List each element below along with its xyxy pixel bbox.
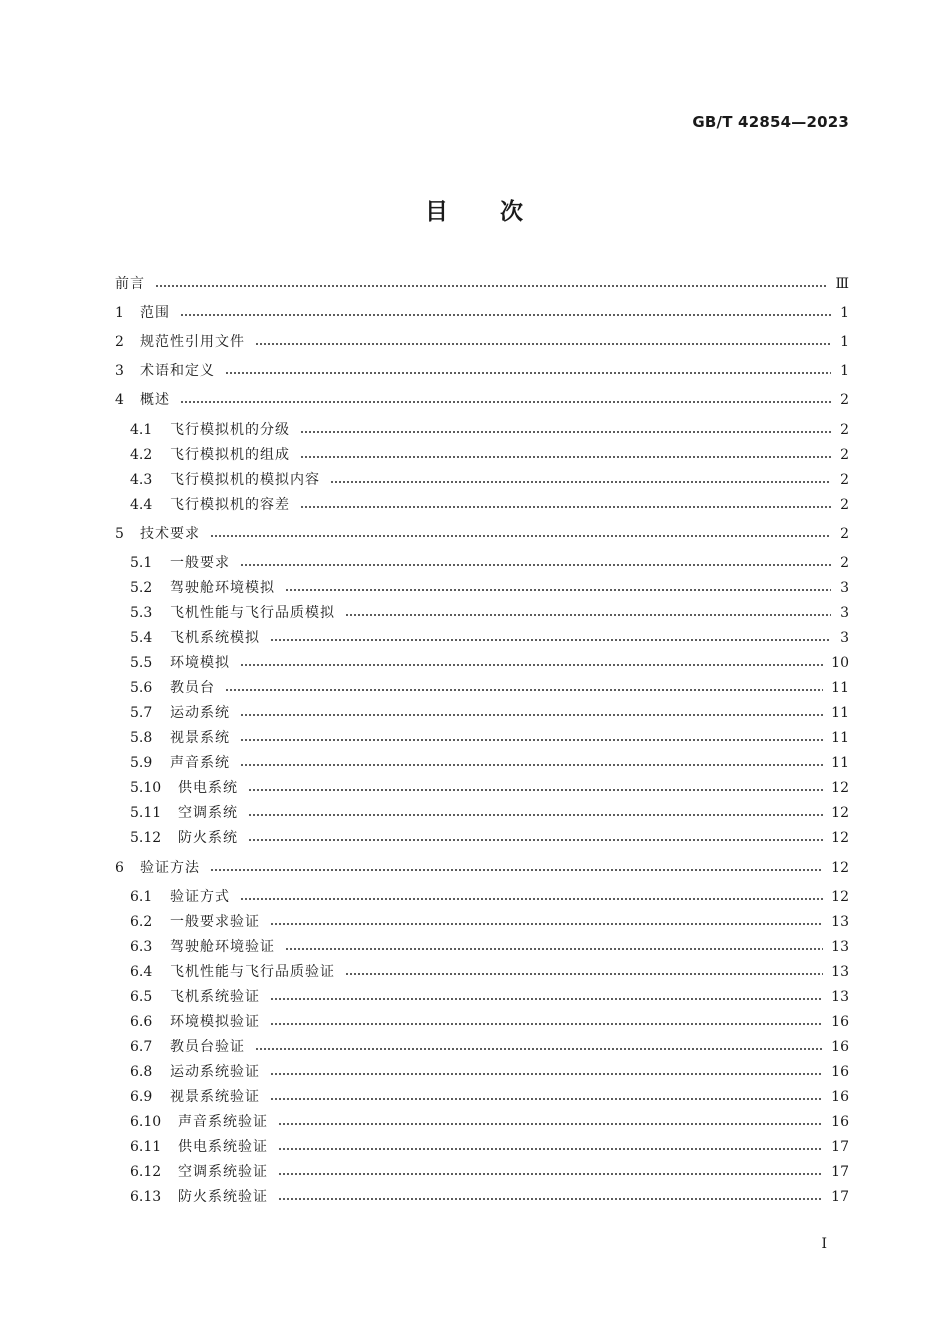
toc-entry-page: 13 xyxy=(831,939,849,955)
toc-entry-label: 教员台验证 xyxy=(170,1039,245,1055)
toc-entry-label: 前言 xyxy=(115,276,145,292)
toc-entry[interactable] xyxy=(130,986,849,1008)
dot-leader xyxy=(300,506,831,508)
toc-entry-page: 11 xyxy=(831,705,849,721)
toc-entry[interactable] xyxy=(130,444,849,466)
standard-code: GB/T 42854—2023 xyxy=(692,113,849,131)
toc-entry-label: 教员台 xyxy=(170,680,215,696)
toc-entry-number: 1 xyxy=(115,305,124,321)
toc-entry[interactable] xyxy=(130,419,849,441)
dot-leader xyxy=(270,1098,823,1100)
dot-leader xyxy=(278,1148,823,1150)
dot-leader xyxy=(278,1123,823,1125)
toc-entry-page: 13 xyxy=(831,964,849,980)
toc-entry[interactable] xyxy=(130,752,849,774)
dot-leader xyxy=(210,535,831,537)
dot-leader xyxy=(300,431,831,433)
toc-entry-page: 1 xyxy=(840,334,849,350)
toc-entry-number: 5.1 xyxy=(130,555,153,571)
toc-entry-page: 13 xyxy=(831,914,849,930)
toc-entry-label: 飞机系统验证 xyxy=(170,989,260,1005)
toc-entry-label: 防火系统验证 xyxy=(178,1189,268,1205)
dot-leader xyxy=(278,1198,823,1200)
toc-entry-page: 2 xyxy=(840,422,849,438)
toc-entry[interactable] xyxy=(130,552,849,574)
dot-leader xyxy=(255,1048,823,1050)
toc-title-part2: 次 xyxy=(500,199,525,225)
toc-entry[interactable] xyxy=(115,273,849,295)
toc-entry-label: 供电系统 xyxy=(178,780,238,796)
toc-entry-number: 6.2 xyxy=(130,914,153,930)
toc-entry-label: 驾驶舱环境模拟 xyxy=(170,580,275,596)
toc-entry-label: 验证方式 xyxy=(170,889,230,905)
toc-entry[interactable] xyxy=(130,677,849,699)
toc-entry-page: 16 xyxy=(831,1114,849,1130)
toc-entry[interactable] xyxy=(130,777,849,799)
toc-entry[interactable] xyxy=(130,1086,849,1108)
toc-entry-page: 3 xyxy=(840,605,849,621)
toc-entry-page: 12 xyxy=(831,830,849,846)
toc-entry[interactable] xyxy=(115,331,849,353)
toc-entry-page: 2 xyxy=(840,555,849,571)
toc-entry-label: 验证方法 xyxy=(140,860,200,876)
toc-entry-number: 4.1 xyxy=(130,422,153,438)
toc-entry-label: 飞行模拟机的组成 xyxy=(170,447,290,463)
toc-entry-number: 5.6 xyxy=(130,680,153,696)
toc-entry[interactable] xyxy=(115,302,849,324)
toc-entry-number: 6.1 xyxy=(130,889,153,905)
toc-entry-label: 飞机性能与飞行品质验证 xyxy=(170,964,335,980)
toc-entry-page: 16 xyxy=(831,1064,849,1080)
toc-entry[interactable] xyxy=(130,1136,849,1158)
toc-entry[interactable] xyxy=(130,1161,849,1183)
toc-entry-number: 6.9 xyxy=(130,1089,153,1105)
toc-entry-label: 防火系统 xyxy=(178,830,238,846)
dot-leader xyxy=(345,973,823,975)
dot-leader xyxy=(248,814,823,816)
toc-entry[interactable] xyxy=(130,1011,849,1033)
toc-entry[interactable] xyxy=(130,494,849,516)
dot-leader xyxy=(330,481,831,483)
dot-leader xyxy=(300,456,831,458)
toc-entry-label: 视景系统 xyxy=(170,730,230,746)
toc-entry[interactable] xyxy=(115,389,849,411)
toc-entry[interactable] xyxy=(130,961,849,983)
toc-entry[interactable] xyxy=(130,1061,849,1083)
page-number: I xyxy=(821,1236,827,1252)
toc-entry-label: 一般要求验证 xyxy=(170,914,260,930)
toc-entry[interactable] xyxy=(130,727,849,749)
dot-leader xyxy=(248,839,823,841)
toc-entry-number: 6 xyxy=(115,860,124,876)
toc-entry-label: 术语和定义 xyxy=(140,363,215,379)
toc-entry[interactable] xyxy=(130,577,849,599)
toc-entry-page: 11 xyxy=(831,680,849,696)
toc-entry-number: 6.3 xyxy=(130,939,153,955)
toc-entry[interactable] xyxy=(130,1036,849,1058)
dot-leader xyxy=(240,564,831,566)
toc-entry-label: 空调系统验证 xyxy=(178,1164,268,1180)
toc-entry-label: 驾驶舱环境验证 xyxy=(170,939,275,955)
toc-entry[interactable] xyxy=(130,802,849,824)
dot-leader xyxy=(240,714,823,716)
toc-entry-label: 一般要求 xyxy=(170,555,230,571)
toc-entry-label: 供电系统验证 xyxy=(178,1139,268,1155)
toc-entry-number: 6.12 xyxy=(130,1164,162,1180)
toc-entry-number: 5.3 xyxy=(130,605,153,621)
toc-entry-page: 12 xyxy=(831,889,849,905)
dot-leader xyxy=(278,1173,823,1175)
toc-entry-page: 1 xyxy=(840,305,849,321)
toc-entry-label: 声音系统 xyxy=(170,755,230,771)
toc-entry-number: 5.11 xyxy=(130,805,162,821)
toc-entry-number: 6.4 xyxy=(130,964,153,980)
toc-entry-page: 2 xyxy=(840,447,849,463)
toc-entry[interactable] xyxy=(130,702,849,724)
toc-entry-page: 2 xyxy=(840,526,849,542)
dot-leader xyxy=(155,285,827,287)
toc-entry-label: 概述 xyxy=(140,392,170,408)
toc-entry-number: 5 xyxy=(115,526,124,542)
dot-leader xyxy=(240,764,823,766)
toc-entry[interactable] xyxy=(115,857,849,879)
toc-entry-number: 4.4 xyxy=(130,497,153,513)
toc-entry-number: 6.10 xyxy=(130,1114,162,1130)
dot-leader xyxy=(285,589,831,591)
toc-entry-label: 声音系统验证 xyxy=(178,1114,268,1130)
toc-entry-page: 1 xyxy=(840,363,849,379)
toc-entry-number: 6.5 xyxy=(130,989,153,1005)
toc-entry-page: 2 xyxy=(840,392,849,408)
toc-entry-number: 5.2 xyxy=(130,580,153,596)
toc-entry[interactable] xyxy=(130,469,849,491)
toc-entry-label: 环境模拟验证 xyxy=(170,1014,260,1030)
toc-entry[interactable] xyxy=(130,886,849,908)
toc-entry[interactable] xyxy=(130,652,849,674)
toc-entry-label: 飞机性能与飞行品质模拟 xyxy=(170,605,335,621)
dot-leader xyxy=(270,1023,823,1025)
dot-leader xyxy=(180,314,831,316)
toc-entry-page: 16 xyxy=(831,1014,849,1030)
toc-entry-label: 飞行模拟机的模拟内容 xyxy=(170,472,320,488)
dot-leader xyxy=(180,401,831,403)
dot-leader xyxy=(270,998,823,1000)
toc-entry[interactable] xyxy=(115,523,849,545)
toc-entry[interactable] xyxy=(130,911,849,933)
toc-entry-page: Ⅲ xyxy=(835,276,849,292)
toc-entry-page: 12 xyxy=(831,860,849,876)
toc-entry-label: 运动系统验证 xyxy=(170,1064,260,1080)
toc-entry-label: 飞机系统模拟 xyxy=(170,630,260,646)
toc-entry-label: 飞行模拟机的分级 xyxy=(170,422,290,438)
toc-entry-page: 17 xyxy=(831,1139,849,1155)
toc-entry-page: 12 xyxy=(831,805,849,821)
dot-leader xyxy=(285,948,823,950)
toc-entry-label: 技术要求 xyxy=(140,526,200,542)
dot-leader xyxy=(270,639,831,641)
toc-entry-number: 5.7 xyxy=(130,705,153,721)
toc-entry-label: 飞行模拟机的容差 xyxy=(170,497,290,513)
toc-entry-number: 5.9 xyxy=(130,755,153,771)
toc-entry-number: 4 xyxy=(115,392,124,408)
toc-entry-label: 范围 xyxy=(140,305,170,321)
toc-entry-number: 6.7 xyxy=(130,1039,153,1055)
toc-entry-number: 3 xyxy=(115,363,124,379)
toc-entry-label: 环境模拟 xyxy=(170,655,230,671)
toc-entry-number: 5.12 xyxy=(130,830,162,846)
toc-title xyxy=(0,193,950,226)
dot-leader xyxy=(240,664,823,666)
toc-entry-page: 3 xyxy=(840,630,849,646)
dot-leader xyxy=(345,614,831,616)
toc-entry-number: 6.6 xyxy=(130,1014,153,1030)
toc-entry-page: 17 xyxy=(831,1164,849,1180)
toc-entry-number: 6.11 xyxy=(130,1139,162,1155)
toc-entry-label: 空调系统 xyxy=(178,805,238,821)
toc-entry-number: 5.5 xyxy=(130,655,153,671)
toc-entry[interactable] xyxy=(130,627,849,649)
toc-title-part1: 目 xyxy=(425,199,450,225)
toc-entry[interactable] xyxy=(130,936,849,958)
toc-entry-label: 规范性引用文件 xyxy=(140,334,245,350)
toc-entry-number: 5.10 xyxy=(130,780,162,796)
toc-entry-page: 12 xyxy=(831,780,849,796)
toc-entry[interactable] xyxy=(130,1111,849,1133)
dot-leader xyxy=(255,343,831,345)
toc-entry[interactable] xyxy=(130,1186,849,1208)
toc-entry-number: 4.3 xyxy=(130,472,153,488)
dot-leader xyxy=(270,923,823,925)
dot-leader xyxy=(240,739,823,741)
toc-entry-number: 2 xyxy=(115,334,124,350)
dot-leader xyxy=(210,869,823,871)
dot-leader xyxy=(225,372,831,374)
toc-entry-number: 6.8 xyxy=(130,1064,153,1080)
toc-entry-number: 5.4 xyxy=(130,630,153,646)
toc-entry-page: 16 xyxy=(831,1089,849,1105)
toc-entry-page: 11 xyxy=(831,730,849,746)
toc-entry-number: 5.8 xyxy=(130,730,153,746)
toc-entry-page: 11 xyxy=(831,755,849,771)
toc-entry[interactable] xyxy=(130,602,849,624)
toc-entry-page: 16 xyxy=(831,1039,849,1055)
toc-entry-number: 6.13 xyxy=(130,1189,162,1205)
dot-leader xyxy=(225,689,823,691)
dot-leader xyxy=(248,789,823,791)
toc-entry-page: 13 xyxy=(831,989,849,1005)
toc-entry-page: 10 xyxy=(831,655,849,671)
toc-entry-label: 视景系统验证 xyxy=(170,1089,260,1105)
toc-entry-page: 2 xyxy=(840,472,849,488)
toc-entry[interactable] xyxy=(130,827,849,849)
toc-entry-page: 3 xyxy=(840,580,849,596)
toc-entry[interactable] xyxy=(115,360,849,382)
dot-leader xyxy=(270,1073,823,1075)
toc-entry-number: 4.2 xyxy=(130,447,153,463)
dot-leader xyxy=(240,898,823,900)
toc-entry-label: 运动系统 xyxy=(170,705,230,721)
toc-entry-page: 17 xyxy=(831,1189,849,1205)
toc-entry-page: 2 xyxy=(840,497,849,513)
